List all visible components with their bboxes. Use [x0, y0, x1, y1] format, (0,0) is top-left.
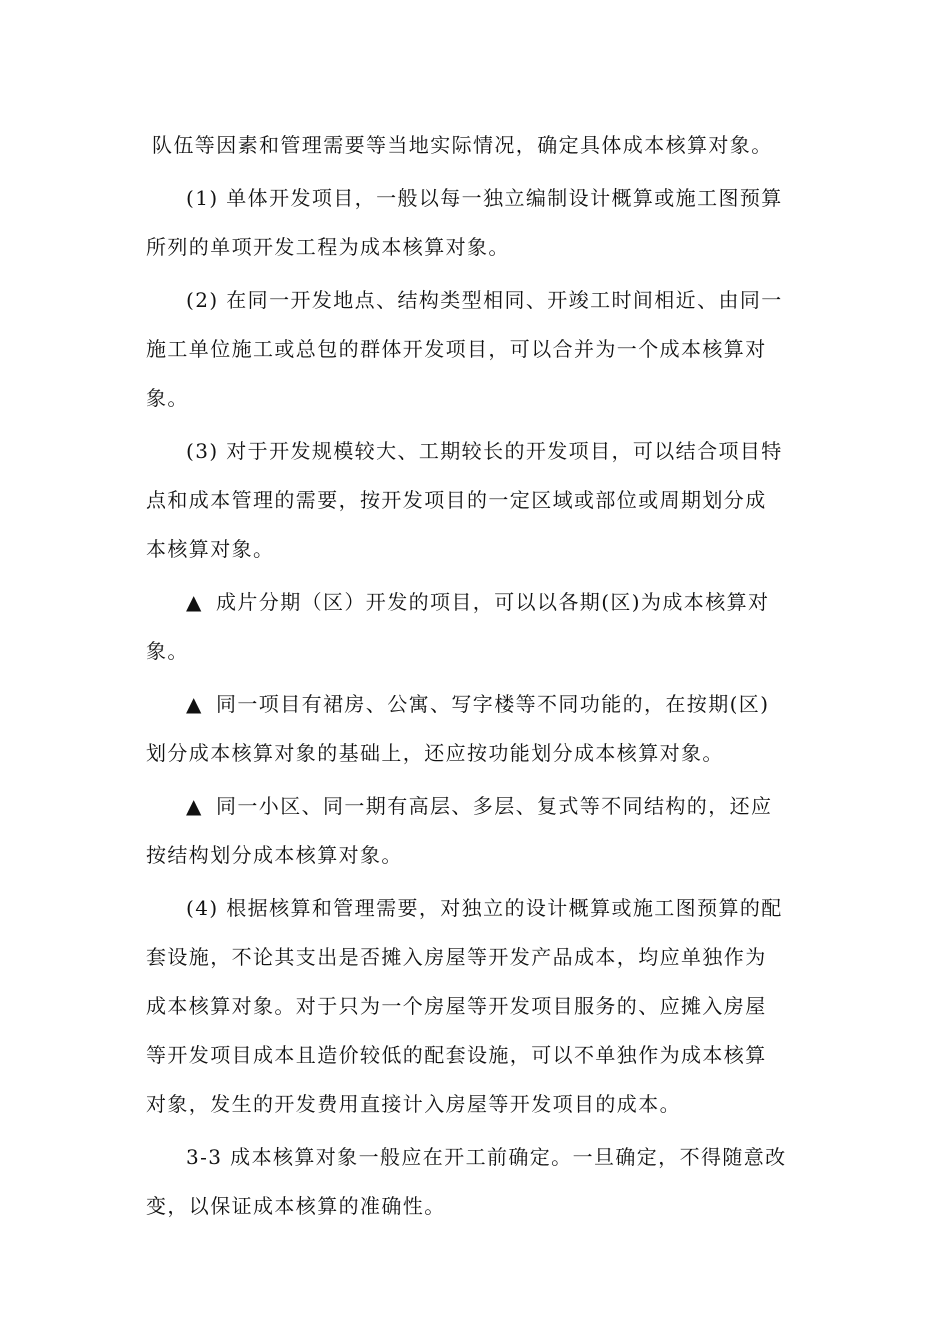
text-line: (4) 根据核算和管理需要，对独立的设计概算或施工图预算的配 — [186, 896, 783, 920]
bullet-text: 成片分期（区）开发的项目，可以以各期(区)为成本核算对 — [216, 590, 770, 614]
paragraph-item-3 — [146, 437, 810, 564]
text-line — [146, 792, 810, 821]
text-line: 所列的单项开发工程为成本核算对象。 — [146, 235, 510, 259]
text-line: 划分成本核算对象的基础上，还应按功能划分成本核算对象。 — [146, 741, 724, 765]
triangle-bullet-icon: ▲ — [186, 590, 203, 614]
text-line: 本核算对象。 — [146, 537, 275, 561]
document-body — [146, 131, 810, 1221]
text-line: 象。 — [146, 639, 189, 663]
triangle-bullet-icon: ▲ — [186, 794, 203, 818]
text-line: 3-3 成本核算对象一般应在开工前确定。一旦确定，不得随意改 — [186, 1145, 787, 1169]
text-line — [146, 588, 810, 617]
bullet-paragraph-phased-development — [146, 588, 810, 666]
text-line: 按结构划分成本核算对象。 — [146, 843, 403, 867]
paragraph-item-4 — [146, 894, 810, 1119]
bullet-paragraph-structure-split — [146, 792, 810, 870]
bullet-text: 同一项目有裙房、公寓、写字楼等不同功能的，在按期(区) — [216, 692, 770, 716]
paragraph-item-2 — [146, 286, 810, 413]
text-line: 套设施，不论其支出是否摊入房屋等开发产品成本，均应单独作为 — [146, 945, 767, 969]
paragraph-section-3-3 — [146, 1143, 810, 1221]
text-line: 变，以保证成本核算的准确性。 — [146, 1194, 446, 1218]
text-line: (3) 对于开发规模较大、工期较长的开发项目，可以结合项目特 — [186, 439, 783, 463]
text-line: (1) 单体开发项目，一般以每一独立编制设计概算或施工图预算 — [186, 186, 783, 210]
text-line: 成本核算对象。对于只为一个房屋等开发项目服务的、应摊入房屋 — [146, 994, 767, 1018]
text-line: 对象，发生的开发费用直接计入房屋等开发项目的成本。 — [146, 1092, 681, 1116]
text-line: 施工单位施工或总包的群体开发项目，可以合并为一个成本核算对 — [146, 337, 767, 361]
text-line: (2) 在同一开发地点、结构类型相同、开竣工时间相近、由同一 — [186, 288, 783, 312]
text-line: 队伍等因素和管理需要等当地实际情况，确定具体成本核算对象。 — [152, 133, 773, 157]
text-line: 点和成本管理的需要，按开发项目的一定区域或部位或周期划分成 — [146, 488, 767, 512]
paragraph-intro-continuation — [146, 131, 810, 160]
bullet-paragraph-function-split — [146, 690, 810, 768]
text-line: 等开发项目成本且造价较低的配套设施，可以不单独作为成本核算 — [146, 1043, 767, 1067]
triangle-bullet-icon: ▲ — [186, 692, 203, 716]
text-line: 象。 — [146, 386, 189, 410]
bullet-text: 同一小区、同一期有高层、多层、复式等不同结构的，还应 — [216, 794, 773, 818]
paragraph-item-1 — [146, 184, 810, 262]
text-line — [146, 690, 810, 719]
